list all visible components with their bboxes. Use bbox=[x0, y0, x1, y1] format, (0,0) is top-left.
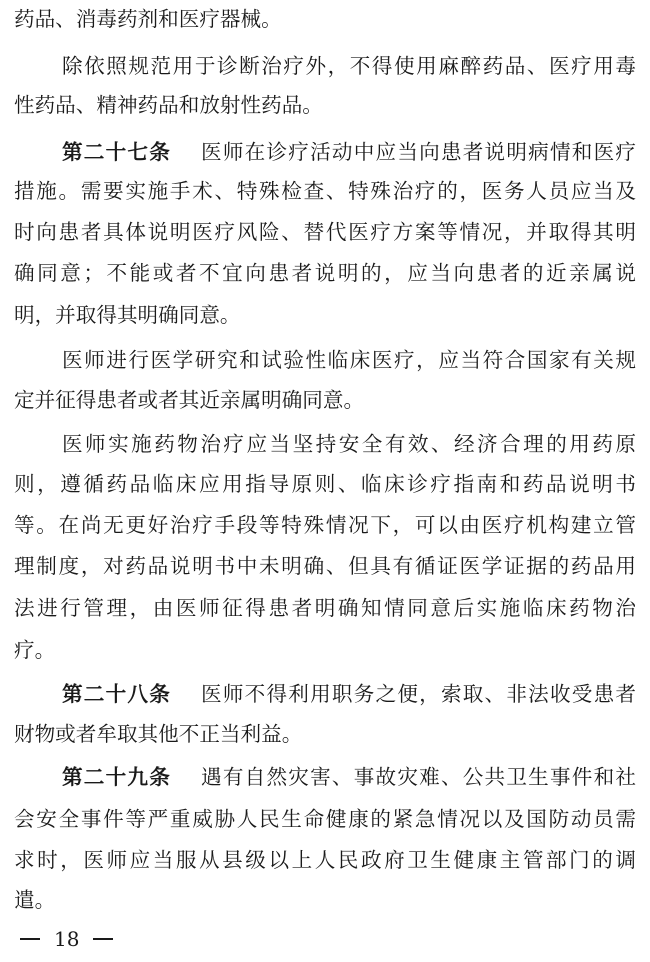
paragraph-line: 措施。需要实施手术、特殊检查、特殊治疗的，医务人员应当及 bbox=[14, 179, 636, 203]
page-number bbox=[20, 929, 113, 949]
article-27-first-line bbox=[62, 142, 636, 163]
paragraph-line: 医师进行医学研究和试验性临床医疗，应当符合国家有关规 bbox=[62, 348, 636, 372]
paragraph-line: 药品、消毒药剂和医疗器械。 bbox=[14, 7, 282, 31]
paragraph-line: 法进行管理，由医师征得患者明确知情同意后实施临床药物治 bbox=[14, 596, 636, 620]
paragraph-text: 医师在诊疗活动中应当向患者说明病情和医疗 bbox=[201, 140, 637, 164]
paragraph-line: 则，遵循药品临床应用指导原则、临床诊疗指南和药品说明书 bbox=[14, 472, 636, 496]
paragraph-line: 遣。 bbox=[14, 888, 56, 912]
paragraph-line: 等。在尚无更好治疗手段等特殊情况下，可以由医疗机构建立管 bbox=[14, 513, 636, 537]
paragraph-line: 求时，医师应当服从县级以上人民政府卫生健康主管部门的调 bbox=[14, 848, 636, 872]
article-28-first-line bbox=[62, 684, 636, 705]
paragraph-text: 遇有自然灾害、事故灾难、公共卫生事件和社 bbox=[201, 765, 637, 789]
dash-left bbox=[20, 938, 40, 940]
dash-right bbox=[93, 938, 113, 940]
paragraph-line: 性药品、精神药品和放射性药品。 bbox=[14, 93, 323, 117]
article-heading: 第二十九条 bbox=[62, 765, 172, 789]
paragraph-line: 明，并取得其明确同意。 bbox=[14, 303, 241, 327]
article-heading: 第二十七条 bbox=[62, 140, 172, 164]
paragraph-line: 定并征得患者或者其近亲属明确同意。 bbox=[14, 388, 365, 412]
paragraph-line: 疗。 bbox=[14, 638, 56, 662]
paragraph-line: 会安全事件等严重威胁人民生命健康的紧急情况以及国防动员需 bbox=[14, 807, 636, 831]
paragraph-text: 医师不得利用职务之便，索取、非法收受患者 bbox=[201, 682, 637, 706]
paragraph-line: 除依照规范用于诊断治疗外，不得使用麻醉药品、医疗用毒 bbox=[62, 54, 636, 78]
page-number-text: 18 bbox=[54, 927, 80, 951]
article-29-first-line bbox=[62, 767, 636, 788]
paragraph-line: 时向患者具体说明医疗风险、替代医疗方案等情况，并取得其明 bbox=[14, 220, 636, 244]
paragraph-line: 理制度，对药品说明书中未明确、但具有循证医学证据的药品用 bbox=[14, 554, 636, 578]
paragraph-line: 财物或者牟取其他不正当利益。 bbox=[14, 722, 303, 746]
article-heading: 第二十八条 bbox=[62, 682, 172, 706]
paragraph-line: 确同意；不能或者不宜向患者说明的，应当向患者的近亲属说 bbox=[14, 261, 636, 285]
paragraph-line: 医师实施药物治疗应当坚持安全有效、经济合理的用药原 bbox=[62, 432, 636, 456]
